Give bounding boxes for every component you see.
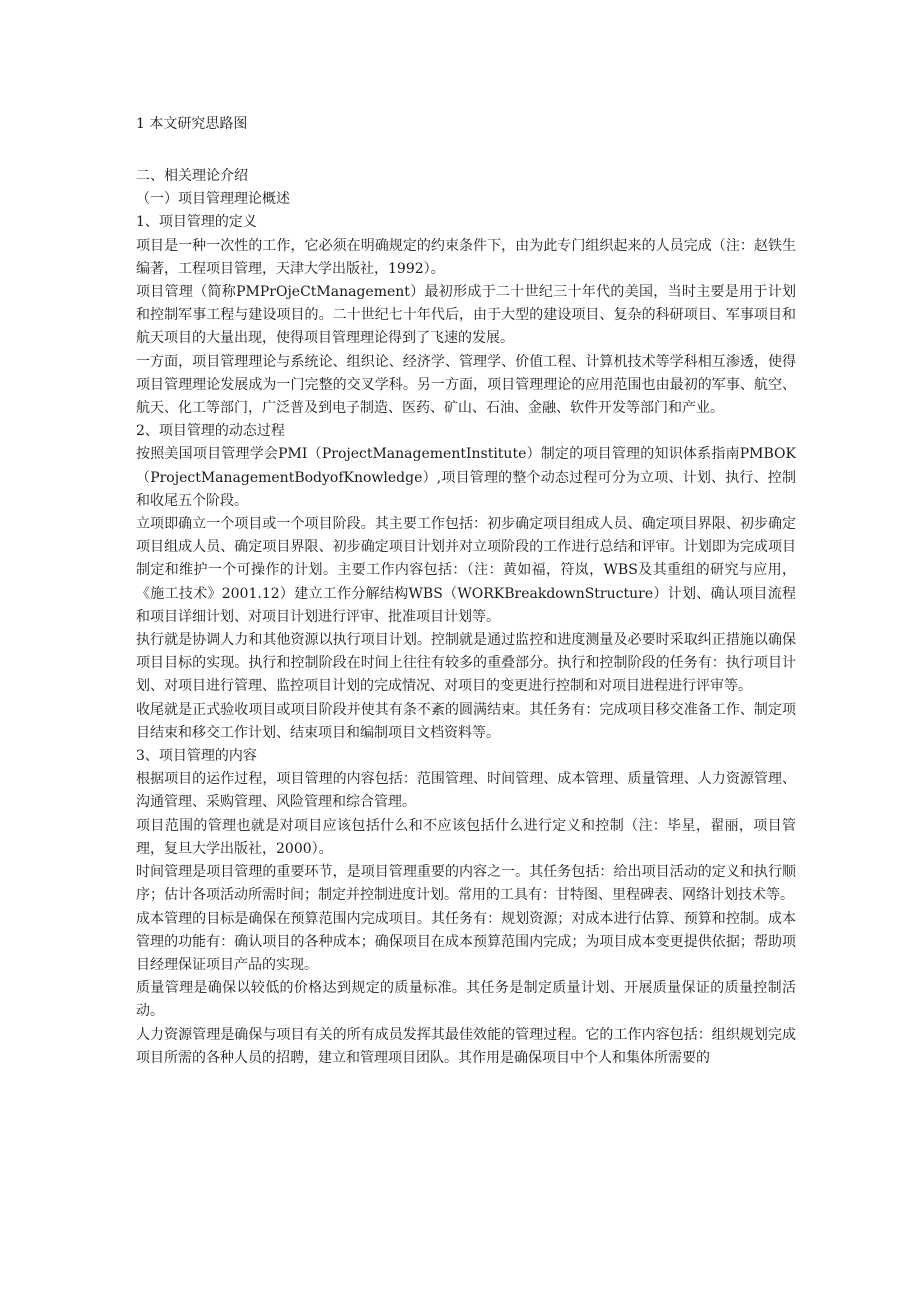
paragraph: 按照美国项目管理学会PMI（ProjectManagementInstitute）制定的项目管理的知识体系指南PMBOK（ProjectManagementBodyofKnowledge）,项目管理的整个动态过程可分为立项、计划、执行、控制和收尾五个阶段。 [136,446,796,509]
paragraph: 项目管理（简称PMPrOjeCtManagement）最初形成于二十世纪三十年代的美国，当时主要是用于计划和控制军事工程与建设项目的。二十世纪七十年代后，由于大型的建设项目、复杂的科研项目、军事项目和航天项目的大量出现，使得项目管理理论得到了飞速的发展。 [136,284,796,347]
section-heading: 二、相关理论介绍 [136,168,248,184]
item-heading-definition: 1、项目管理的定义 [136,214,257,231]
paragraph: 根据项目的运作过程，项目管理的内容包括：范围管理、时间管理、成本管理、质量管理、人力资源管理、沟通管理、采购管理、风险管理和综合管理。 [136,771,796,811]
document-page [136,112,796,1070]
paragraph: 执行就是协调人力和其他资源以执行项目计划。控制就是通过监控和进度测量及必要时采取纠正措施以确保项目目标的实现。执行和控制阶段在时间上往往有较多的重叠部分。执行和控制阶段的任务有：执行项目计划、对项目进行管理、监控项目计划的完成情况、对项目的变更进行控制和对项目进程进行评审等。 [136,632,796,695]
paragraph: 一方面，项目管理理论与系统论、组织论、经济学、管理学、价值工程、计算机技术等学科相互渗透，使得项目管理理论发展成为一门完整的交叉学科。另一方面，项目管理理论的应用范围也由最初的军事、航空、航天、化工等部门，广泛普及到电子制造、医药、矿山、石油、金融、软件开发等部门和产业。 [136,353,796,417]
subsection-heading: （一）项目管理理论概述 [136,191,290,208]
item-heading-dynamic-process: 2、项目管理的动态过程 [136,423,285,440]
item-heading-content: 3、项目管理的内容 [136,748,257,765]
paragraph: 质量管理是确保以较低的价格达到规定的质量标准。其任务是制定质量计划、开展质量保证的质量控制活动。 [136,980,796,1020]
figure-caption: 1 本文研究思路图 [136,116,248,132]
paragraph: 立项即确立一个项目或一个项目阶段。其主要工作包括：初步确定项目组成人员、确定项目界限、初步确定项目组成人员、确定项目界限、初步确定项目计划并对立项阶段的工作进行总结和评审。计划即为完成项目制定和维护一个可操作的计划。主要工作内容包括：（注：黄如福，符岚，WBS及其重组的研究与应用，《施工技术》2001.12）建立工作分解结构WBS（WORKBreakdownStructure）计划、确认项目流程和项目详细计划、对项目计划进行评审、批准项目计划等。 [136,516,796,625]
paragraph: 成本管理的目标是确保在预算范围内完成项目。其任务有：规划资源；对成本进行估算、预算和控制。成本管理的功能有：确认项目的各种成本；确保项目在成本预算范围内完成；为项目成本变更提供依据；帮助项目经理保证项目产品的实现。 [136,910,796,973]
paragraph: 项目范围的管理也就是对项目应该包括什么和不应该包括什么进行定义和控制（注：毕星，翟丽，项目管理，复旦大学出版社，2000）。 [136,817,796,857]
paragraph: 项目是一种一次性的工作，它必须在明确规定的约束条件下，由为此专门组织起来的人员完成（注：赵铁生编著，工程项目管理，天津大学出版社，1992）。 [136,237,796,277]
paragraph: 人力资源管理是确保与项目有关的所有成员发挥其最佳效能的管理过程。它的工作内容包括：组织规划完成项目所需的各种人员的招聘，建立和管理项目团队。其作用是确保项目中个人和集体所需要的 [136,1026,796,1066]
paragraph: 时间管理是项目管理的重要环节，是项目管理重要的内容之一。其任务包括：给出项目活动的定义和执行顺序；估计各项活动所需时间；制定并控制进度计划。常用的工具有：甘特图、里程碑表、网络计划技术等。 [136,864,796,904]
paragraph: 收尾就是正式验收项目或项目阶段并使其有条不紊的圆满结束。其任务有：完成项目移交准备工作、制定项目结束和移交工作计划、结束项目和编制项目文档资料等。 [136,701,796,741]
